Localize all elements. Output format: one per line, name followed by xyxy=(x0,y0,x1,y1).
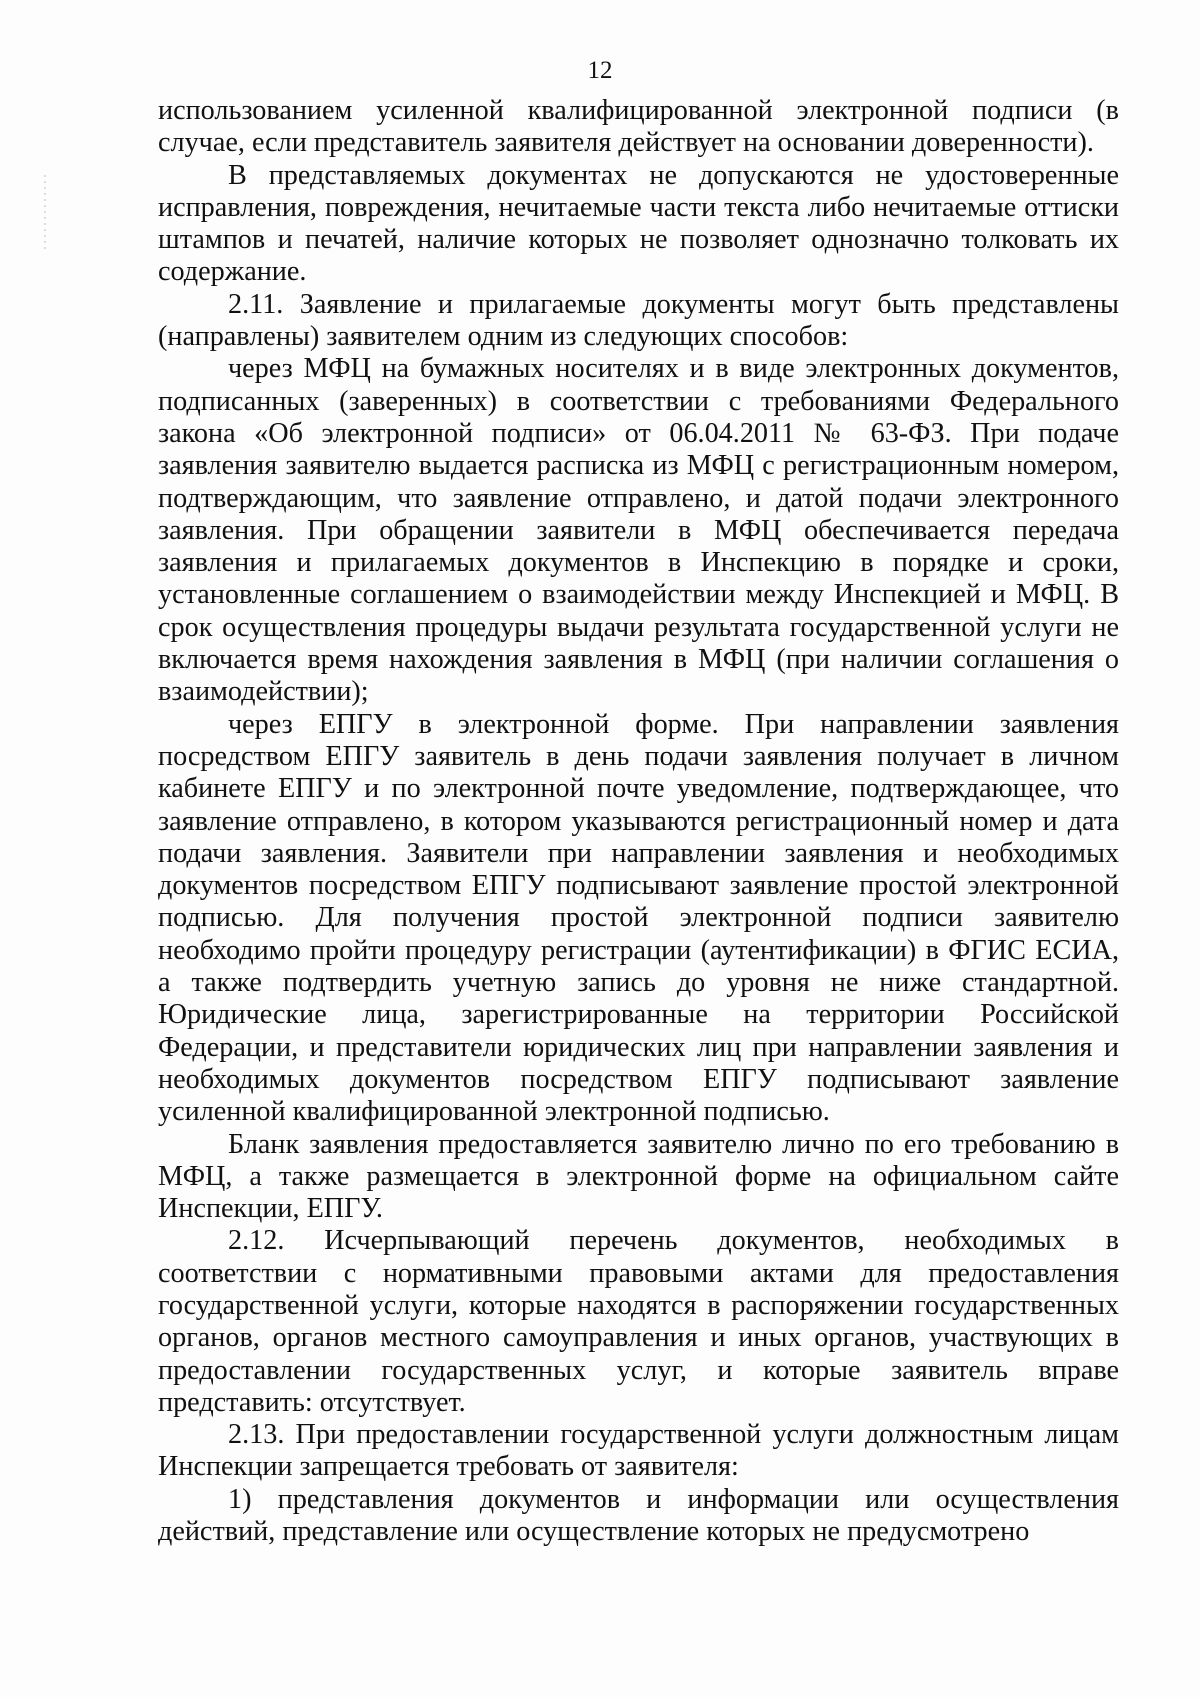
paragraph-2-12: 2.12. Исчерпывающий перечень документов, необходимых в соответствии с нормативными правовыми актами для предоставления государственной услуги, которые находятся в распоряжении государственных органов, органов местного самоуправления и иных органов, участвующих в предоставлении государственных услуг, и которые заявитель вправе представить: отсутствует. xyxy=(158,1225,1119,1418)
paragraph-documents-requirements: В представляемых документах не допускаются не удостоверенные исправления, повреждения, нечитаемые части текста либо нечитаемые оттиски штампов и печатей, наличие которых не позволяет однозначно толковать их содержание. xyxy=(158,159,1119,288)
paragraph-2-13: 2.13. При предоставлении государственной услуги должностным лицам Инспекции запрещается требовать от заявителя: xyxy=(158,1419,1119,1483)
paragraph-via-epgu: через ЕПГУ в электронной форме. При направлении заявления посредством ЕПГУ заявитель в день подачи заявления получает в личном кабинете ЕПГУ и по электронной почте уведомление, подтверждающее, что заявление отправлено, в котором указываются регистрационный номер и дата подачи заявления. Заявители при направлении заявления и необходимых документов посредством ЕПГУ подписывают заявление простой электронной подписью. Для получения простой электронной подписи заявителю необходимо пройти процедуру регистрации (аутентификации) в ФГИС ЕСИА, а также подтвердить учетную запись до уровня не ниже стандартной. Юридические лица, зарегистрированные на территории Российской Федерации, и представители юридических лиц при направлении заявления и необходимых документов посредством ЕПГУ подписывают заявление усиленной квалифицированной электронной подписью. xyxy=(158,708,1119,1128)
page-number: 12 xyxy=(587,57,613,84)
paragraph-application-form: Бланк заявления предоставляется заявителю лично по его требованию в МФЦ, а также размещается в электронной форме на официальном сайте Инспекции, ЕПГУ. xyxy=(158,1128,1119,1225)
document-body xyxy=(158,95,1119,1548)
paragraph-via-mfc: через МФЦ на бумажных носителях и в виде электронных документов, подписанных (заверенных) в соответствии с требованиями Федерального закона «Об электронной подписи» от 06.04.2011 № 63-ФЗ. При подаче заявления заявителю выдается расписка из МФЦ с регистрационным номером, подтверждающим, что заявление отправлено, и датой подачи электронного заявления. При обращении заявители в МФЦ обеспечивается передача заявления и прилагаемых документов в Инспекцию в порядке и сроки, установленные соглашением о взаимодействии между Инспекцией и МФЦ. В срок осуществления процедуры выдачи результата государственной услуги не включается время нахождения заявления в МФЦ (при наличии соглашения о взаимодействии); xyxy=(158,353,1119,708)
paragraph-item-1: 1) представления документов и информации или осуществления действий, представление или осуществление которых не предусмотрено xyxy=(158,1483,1119,1548)
paragraph-2-11: 2.11. Заявление и прилагаемые документы могут быть представлены (направлены) заявителем одним из следующих способов: xyxy=(158,288,1119,353)
paragraph-continuation: использованием усиленной квалифицированной электронной подписи (в случае, если представитель заявителя действует на основании доверенности). xyxy=(158,95,1119,159)
scan-artifact xyxy=(44,175,46,253)
